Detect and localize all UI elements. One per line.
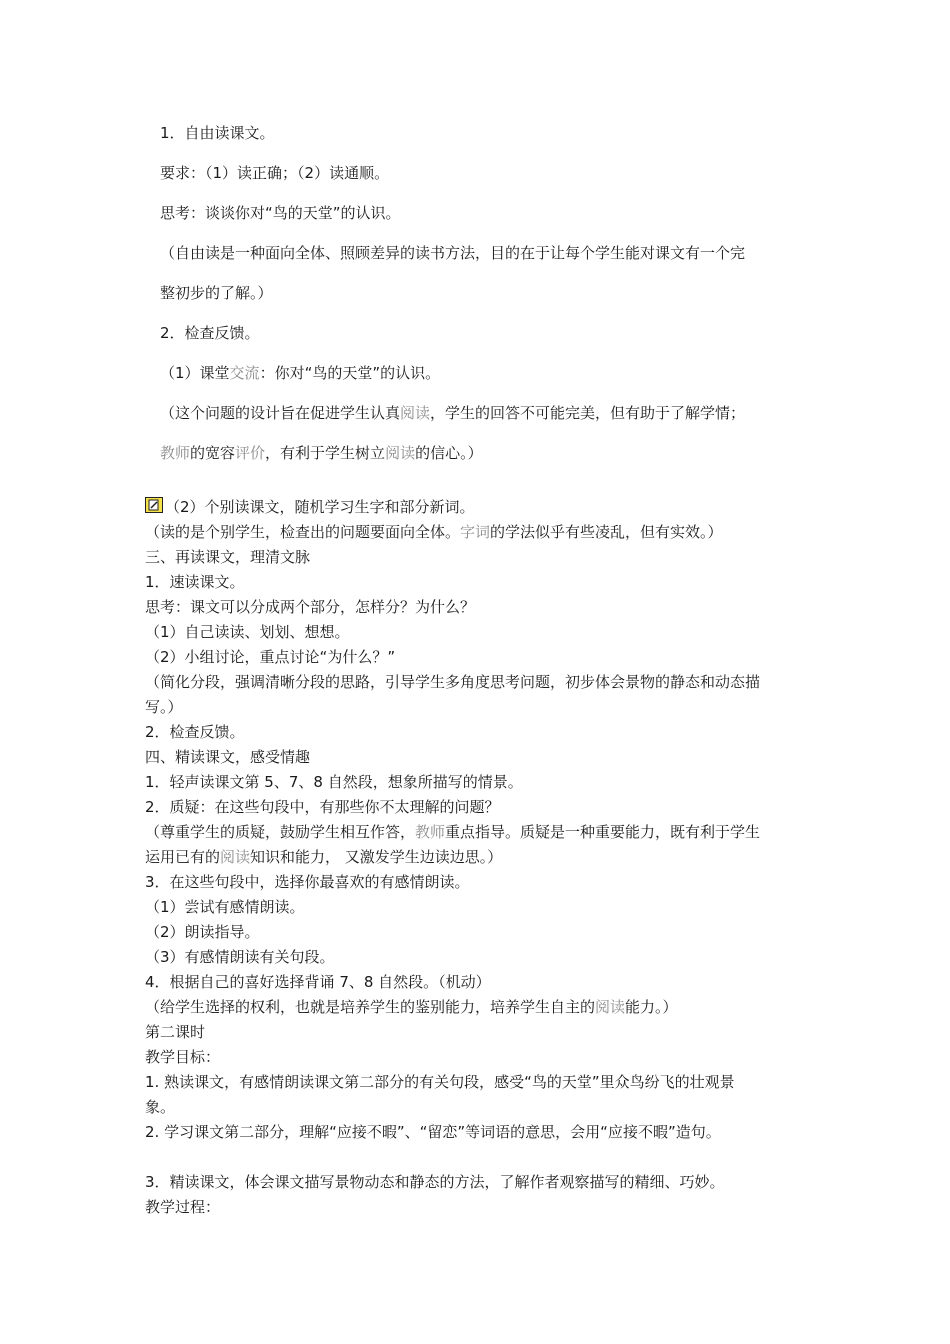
goal-1-line-2: 象。 bbox=[145, 1098, 176, 1116]
choice-note bbox=[145, 997, 678, 1017]
simplify-note-2: 写。） bbox=[145, 698, 183, 716]
text-segment: （给学生选择的权利，也就是培养学生的鉴别能力，培养学生自主的 bbox=[145, 998, 596, 1016]
class-exchange-line bbox=[160, 363, 440, 383]
keyword-link[interactable]: 阅读 bbox=[400, 404, 431, 422]
try-emotional-read: （1）尝试有感情朗读。 bbox=[145, 898, 305, 916]
keyword-link[interactable]: 评价 bbox=[235, 444, 266, 462]
step-recite: 4．根据自己的喜好选择背诵 7、8 自然段。（机动） bbox=[145, 973, 491, 991]
text-segment: 能力。） bbox=[625, 998, 678, 1016]
keyword-link[interactable]: 阅读 bbox=[220, 848, 251, 866]
text-segment: 重点指导。质疑是一种重要能力，既有利于学生 bbox=[445, 823, 761, 841]
keyword-link[interactable]: 阅读 bbox=[595, 998, 626, 1016]
heading-teaching-goals: 教学目标： bbox=[145, 1048, 221, 1066]
note-free-read-1: （自由读是一种面向全体、照顾差异的读书方法，目的在于让每个学生能对课文有一个完 bbox=[160, 244, 746, 262]
keyword-link[interactable]: 交流 bbox=[229, 364, 260, 382]
heading-intensive-read: 四、精读课文，感受情趣 bbox=[145, 748, 311, 766]
requirements: 要求：（1）读正确；（2）读通顺。 bbox=[160, 164, 390, 182]
text-segment: 的信心。） bbox=[415, 444, 483, 462]
step-check-feedback-2: 2．检查反馈。 bbox=[145, 723, 245, 741]
text-segment: ：你对“鸟的天堂”的认识。 bbox=[259, 364, 441, 382]
individual-read-note bbox=[145, 522, 723, 542]
keyword-link[interactable]: 教师 bbox=[160, 444, 191, 462]
text-segment: ，学生的回答不可能完美，但有助于了解学情； bbox=[430, 404, 746, 422]
read-guidance: （2）朗读指导。 bbox=[145, 923, 260, 941]
respect-note-2 bbox=[145, 847, 502, 867]
step-favorite-read: 3．在这些句段中，选择你最喜欢的有感情朗读。 bbox=[145, 873, 470, 891]
edit-note-icon bbox=[145, 497, 163, 513]
heading-teaching-process: 教学过程： bbox=[145, 1198, 221, 1216]
self-read: （1）自己读读、划划、想想。 bbox=[145, 623, 350, 641]
text-segment: ，有利于学生树立 bbox=[265, 444, 386, 462]
group-discuss: （2）小组讨论，重点讨论“为什么？” bbox=[145, 648, 396, 666]
design-note-1 bbox=[160, 403, 745, 423]
goal-2: 2. 学习课文第二部分，理解“应接不暇”、“留恋”等词语的意思，会用“应接不暇”造句。 bbox=[145, 1123, 721, 1141]
step-speed-read: 1．速读课文。 bbox=[145, 573, 245, 591]
think-divide: 思考：课文可以分成两个部分，怎样分？为什么？ bbox=[145, 598, 476, 616]
keyword-link[interactable]: 阅读 bbox=[385, 444, 416, 462]
step-check-feedback: 2．检查反馈。 bbox=[160, 324, 260, 342]
step-soft-read: 1．轻声读课文第 5、7、8 自然段，想象所描写的情景。 bbox=[145, 773, 523, 791]
text-segment: 运用已有的 bbox=[145, 848, 221, 866]
text-segment: 的学法似乎有些凌乱，但有实效。） bbox=[490, 523, 723, 541]
text-segment: （这个问题的设计旨在促进学生认真 bbox=[160, 404, 401, 422]
text-segment: （尊重学生的质疑，鼓励学生相互作答， bbox=[145, 823, 416, 841]
text-segment: 的宽容 bbox=[190, 444, 236, 462]
text-segment: （1）课堂 bbox=[160, 364, 230, 382]
respect-note-1 bbox=[145, 822, 760, 842]
step-free-read: 1．自由读课文。 bbox=[160, 124, 275, 142]
emotional-read-sections: （3）有感情朗读有关句段。 bbox=[145, 948, 335, 966]
keyword-link[interactable]: 教师 bbox=[415, 823, 446, 841]
text-segment: 知识和能力， 又激发学生边读边思。） bbox=[250, 848, 503, 866]
note-free-read-2: 整初步的了解。） bbox=[160, 284, 273, 302]
think-question: 思考：谈谈你对“鸟的天堂”的认识。 bbox=[160, 204, 401, 222]
heading-second-lesson: 第二课时 bbox=[145, 1023, 206, 1041]
step-question: 2．质疑：在这些句段中，有那些你不太理解的问题？ bbox=[145, 798, 500, 816]
goal-3: 3．精读课文，体会课文描写景物动态和静态的方法，了解作者观察描写的精细、巧妙。 bbox=[145, 1173, 725, 1191]
design-note-2 bbox=[160, 443, 483, 463]
text-segment: （读的是个别学生，检查出的问题要面向全体。 bbox=[145, 523, 461, 541]
heading-reread: 三、再读课文，理清文脉 bbox=[145, 548, 311, 566]
keyword-link[interactable]: 字词 bbox=[460, 523, 491, 541]
simplify-note-1: （简化分段，强调清晰分段的思路，引导学生多角度思考问题，初步体会景物的静态和动态描 bbox=[145, 673, 761, 691]
individual-read: （2）个别读课文，随机学习生字和部分新词。 bbox=[165, 498, 475, 516]
goal-1-line-1: 1. 熟读课文，有感情朗读课文第二部分的有关句段，感受“鸟的天堂”里众鸟纷飞的壮观景 bbox=[145, 1073, 735, 1091]
